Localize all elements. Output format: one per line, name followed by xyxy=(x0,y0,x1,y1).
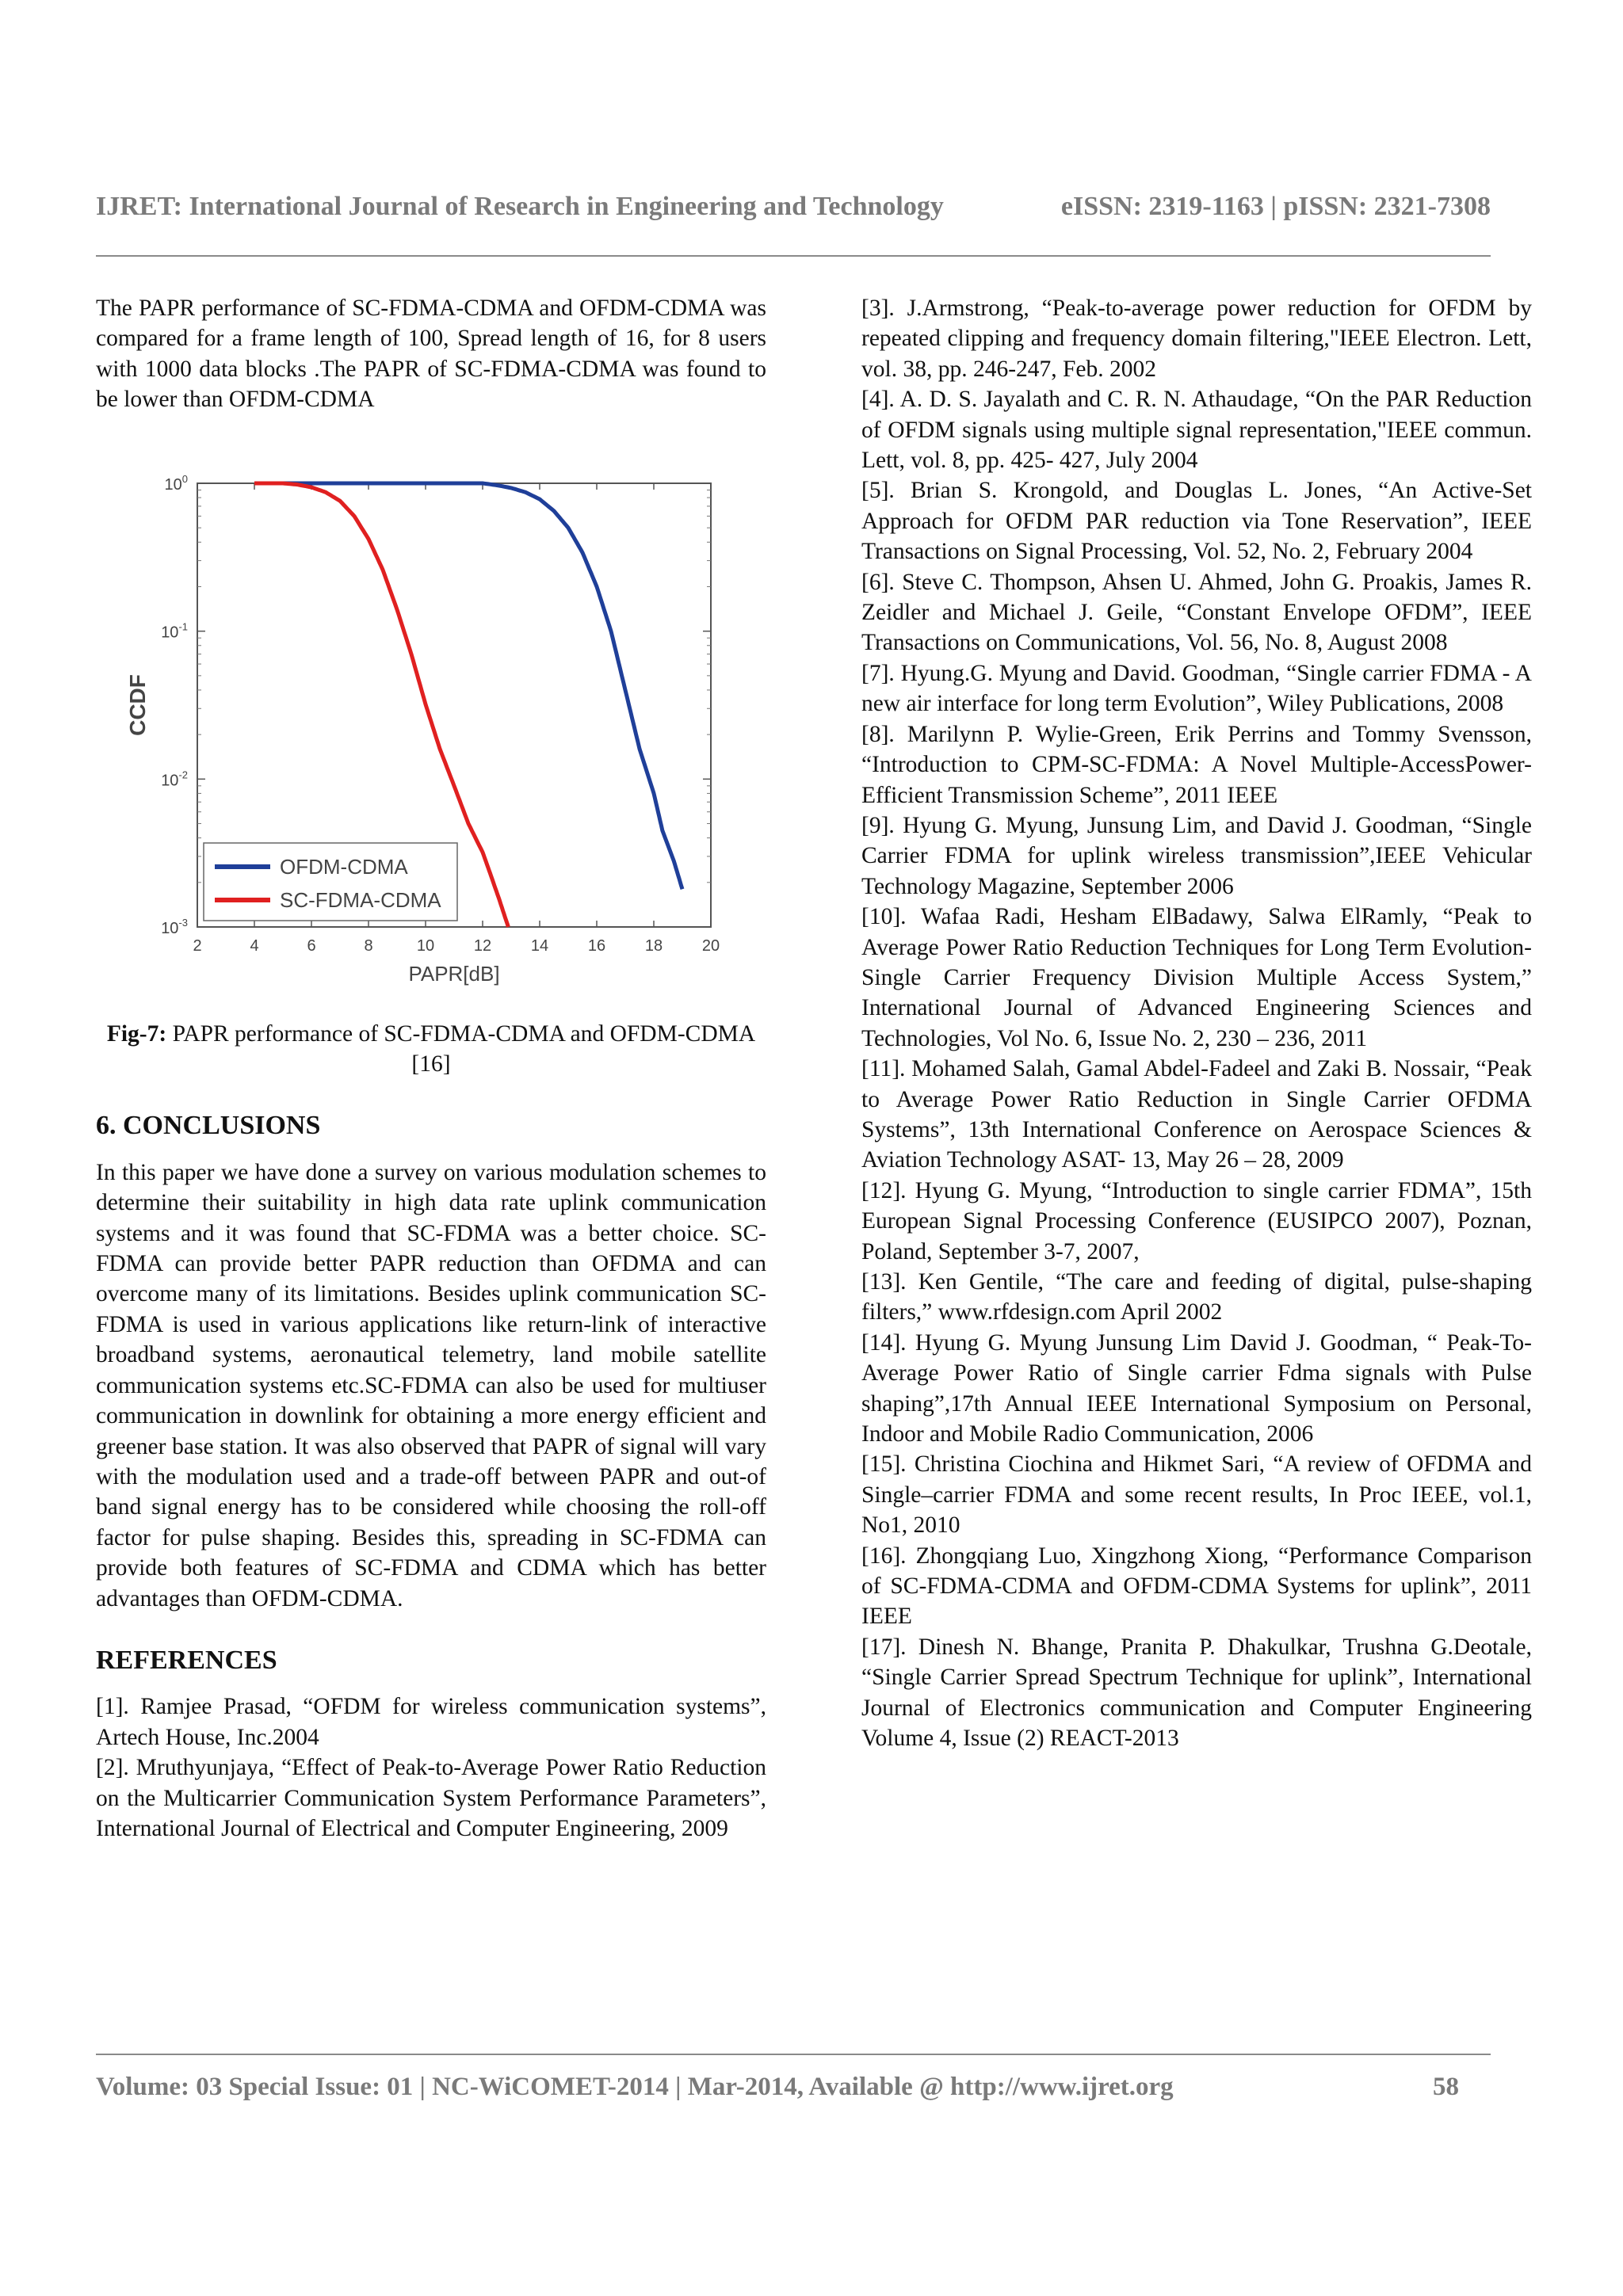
running-footer xyxy=(96,2073,1459,2102)
reference-item: [9]. Hyung G. Myung, Junsung Lim, and David J. Goodman, “Single Carrier FDMA for uplink wireless transmission”,IEEE Vehicular Technology Magazine, September 2006 xyxy=(861,812,1532,899)
x-tick-label: 16 xyxy=(587,936,606,955)
reference-item: [3]. J.Armstrong, “Peak-to-average power reduction for OFDM by repeated clipping and frequency domain filtering,"IEEE Electron. Lett, vol. 38, pp. 246-247, Feb. 2002 xyxy=(861,296,1532,382)
reference-item: [7]. Hyung.G. Myung and David. Goodman, “Single carrier FDMA - A new air interface for long term Evolution”, Wiley Publications, 2008 xyxy=(861,660,1532,717)
figure-7 xyxy=(96,463,766,1001)
references-list-left xyxy=(96,1691,766,1844)
reference-item: [17]. Dinesh N. Bhange, Pranita P. Dhakulkar, Trushna G.Deotale, “Single Carrier Spread Spectrum Technique for uplink”, International Journal of Electronics communication and Computer Engineering Volume 4, Issue (2) REACT-2013 xyxy=(861,1634,1532,1752)
y-tick-label: $10^{-3}$ xyxy=(161,916,188,937)
reference-item: [4]. A. D. S. Jayalath and C. R. N. Athaudage, “On the PAR Reduction of OFDM signals using multiple signal representation,"IEEE commun. Lett, vol. 8, pp. 425- 427, July 2004 xyxy=(861,387,1532,474)
x-tick-label: 6 xyxy=(307,936,316,955)
reference-item: [16]. Zhongqiang Luo, Xingzhong Xiong, “Performance Comparison of SC-FDMA-CDMA and OFDM-CDMA Systems for uplink”, 2011 IEEE xyxy=(861,1543,1532,1630)
reference-item: [1]. Ramjee Prasad, “OFDM for wireless communication systems”, Artech House, Inc.2004 xyxy=(96,1694,766,1750)
y-axis-label: CCDF xyxy=(125,673,150,736)
journal-title: IJRET: International Journal of Research in Engineering and Technology xyxy=(96,192,944,221)
reference-item: [14]. Hyung G. Myung Junsung Lim David J. Goodman, “ Peak-To-Average Power Ratio of Single carrier Fdma signals with Pulse shaping”,17th Annual IEEE International Symposium on Personal, Indoor and Mobile Radio Communication, 2006 xyxy=(861,1329,1532,1447)
right-column xyxy=(861,293,1532,1754)
conclusions-text: In this paper we have done a survey on various modulation schemes to determine their suitability in high data rate uplink communication systems and it was found that SC-FDMA was a better choice. SC-FDMA can provide better PAPR reduction than OFDMA and can overcome many of its limitations. Besides uplink communication SC-FDMA is used in various applications like return-link of interactive broadband systems, aeronautical telemetry, land mobile satellite communication systems etc.SC-FDMA can also be used for multiuser communication in downlink for obtaining a more energy efficient and greener base station. It was also observed that PAPR of signal will vary with the modulation used and a trade-off between PAPR and out-of band signal energy has to be considered while choosing the roll-off factor for pulse shaping. Besides this, spreading in SC-FDMA can provide both features of SC-FDMA and CDMA which has better advantages than OFDM-CDMA. xyxy=(96,1159,766,1611)
reference-item: [11]. Mohamed Salah, Gamal Abdel-Fadeel and Zaki B. Nossair, “Peak to Average Power Ratio Reduction in Single Carrier OFDMA Systems”, 13th International Conference on Aerospace Sciences & Aviation Technology ASAT- 13, May 26 – 28, 2009 xyxy=(861,1056,1532,1173)
reference-item: [8]. Marilynn P. Wylie-Green, Erik Perrins and Tommy Svensson, “Introduction to CPM-SC-FDMA: A Novel Multiple-AccessPower-Efficient Transmission Scheme”, 2011 IEEE xyxy=(861,721,1532,808)
issn-text: eISSN: 2319-1163 | pISSN: 2321-7308 xyxy=(1060,192,1491,221)
page-number: 58 xyxy=(1433,2073,1459,2101)
caption-text: PAPR performance of SC-FDMA-CDMA and OFDM-CDMA [16] xyxy=(166,1020,756,1077)
reference-item: [5]. Brian S. Krongold, and Douglas L. Jones, “An Active-Set Approach for OFDM PAR reduction via Tone Reservation”, IEEE Transactions on Signal Processing, Vol. 52, No. 2, February 2004 xyxy=(861,478,1532,565)
footer-rule xyxy=(96,2054,1491,2055)
papr-chart xyxy=(96,463,766,1001)
reference-item: [10]. Wafaa Radi, Hesham ElBadawy, Salwa ElRamly, “Peak to Average Power Ratio Reduction Techniques for Long Term Evolution- Single Carrier Frequency Division Multiple Access System,” International Journal of Advanced Engineering Sciences and Technologies, Vol No. 6, Issue No. 2, 230 – 236, 2011 xyxy=(861,904,1532,1051)
x-tick-label: 10 xyxy=(416,936,435,955)
x-tick-label: 12 xyxy=(473,936,492,955)
x-tick-label: 18 xyxy=(644,936,663,955)
y-tick-label: $10^{-2}$ xyxy=(161,768,188,789)
x-axis-label: PAPR[dB] xyxy=(408,961,500,986)
x-tick-label: 20 xyxy=(701,936,720,955)
x-tick-label: 4 xyxy=(250,936,259,955)
reference-item: [6]. Steve C. Thompson, Ahsen U. Ahmed, John G. Proakis, James R. Zeidler and Michael J. Geile, “Constant Envelope OFDM”, IEEE Transactions on Communications, Vol. 56, No. 8, August 2008 xyxy=(861,569,1532,656)
reference-item: [12]. Hyung G. Myung, “Introduction to single carrier FDMA”, 15th European Signal Processing Conference (EUSIPCO 2007), Poznan, Poland, September 3-7, 2007, xyxy=(861,1177,1532,1264)
caption-label: Fig-7: xyxy=(106,1020,167,1047)
intro-paragraph: The PAPR performance of SC-FDMA-CDMA and OFDM-CDMA was compared for a frame length of 100, Spread length of 16, for 8 users with 1000 data blocks .The PAPR of SC-FDMA-CDMA was found to be lower than OFDM-CDMA xyxy=(96,296,766,413)
reference-item: [13]. Ken Gentile, “The care and feeding of digital, pulse-shaping filters,” www.rfdesign.com April 2002 xyxy=(861,1269,1532,1325)
legend-label: SC-FDMA-CDMA xyxy=(280,887,441,912)
legend-label: OFDM-CDMA xyxy=(280,854,408,879)
header-rule xyxy=(96,255,1491,257)
running-header xyxy=(96,192,1491,222)
figure-caption xyxy=(96,1019,766,1080)
references-list-right xyxy=(861,293,1532,1754)
conclusions-heading: 6. CONCLUSIONS xyxy=(96,1111,321,1141)
x-tick-label: 8 xyxy=(364,936,373,955)
left-column xyxy=(96,293,766,1844)
references-heading: REFERENCES xyxy=(96,1645,277,1675)
reference-item: [15]. Christina Ciochina and Hikmet Sari, “A review of OFDMA and Single–carrier FDMA and some recent results, In Proc IEEE, vol.1, No1, 2010 xyxy=(861,1451,1532,1539)
reference-item: [2]. Mruthyunjaya, “Effect of Peak-to-Average Power Ratio Reduction on the Multicarrier Communication System Performance Parameters”, International Journal of Electrical and Computer Engineering, 2009 xyxy=(96,1755,766,1841)
volume-info: Volume: 03 Special Issue: 01 | NC-WiCOMET-2014 | Mar-2014, Available @ http://www.ijret.org xyxy=(96,2073,1174,2101)
y-tick-label: $10^0$ xyxy=(164,472,188,494)
y-tick-label: $10^{-1}$ xyxy=(161,620,188,642)
x-tick-label: 2 xyxy=(193,936,202,955)
x-tick-label: 14 xyxy=(530,936,549,955)
